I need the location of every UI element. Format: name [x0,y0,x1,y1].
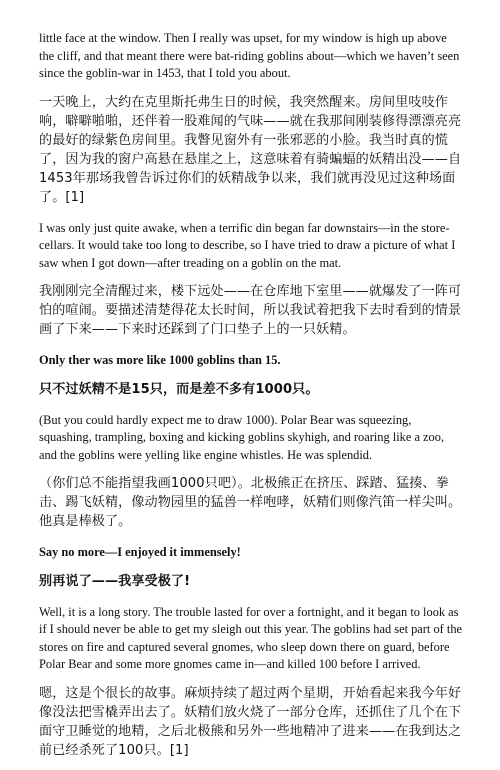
paragraph-en-6: Well, it is a long story. The trouble lasted for over a fortnight, and it began to look as if I should never be able to get my sleigh out this year. The goblins had set part of the stores on fire and captured several gnomes, who sleep down there on guard, before Polar Bear and some more gnomes came in—and killed 100 before I arrived. [39,604,463,671]
paragraph-en-5: Say no more—I enjoyed it immensely! [39,545,241,559]
paragraph-zh-6: 嗯，这是个很长的故事。麻烦持续了超过两个星期，开始看起来我今年好像没法把雪橇弄出去了。妖精们放火烧了一部分仓库，还抓住了几个在下面守卫睡觉的地精，之后北极熊和另外一些地精冲了进来——在我到达之前已经杀死了100只。[1] [39,685,462,758]
paragraph-zh-1: 一天晚上，大约在克里斯托弗生日的时候，我突然醒来。房间里吱吱作响，噼噼啪啪，还伴着一股难闻的气味——就在我那间刚装修得漂漂亮亮的最好的绿紫色房间里。我瞥见窗外有一张邪恶的小脸。我当时真的慌了，因为我的窗户高悬在悬崖之上，这意味着有骑蝙蝠的妖精出没——自1453年那场我曾告诉过你们的妖精战争以来，我们就再没见过这种场面了。[1] [39,94,462,205]
paragraph-en-2: I was only just quite awake, when a terrific din began far downstairs—in the store-cellars. It would take too long to describe, so I have tried to draw a picture of what I saw when I got down—after treading on a goblin on the mat. [39,220,456,270]
paragraph-zh-4: （你们总不能指望我画1000只吧）。北极熊正在挤压、踩踏、猛揍、拳击、踢飞妖精，像动物园里的猛兽一样咆哮，妖精们则像汽笛一样尖叫。他真是棒极了。 [39,476,462,529]
paragraph-zh-5: 别再说了——我享受极了! [39,573,191,589]
paragraph-zh-3: 只不过妖精不是15只，而是差不多有1000只。 [39,381,319,397]
paragraph-en-4: (But you could hardly expect me to draw 1000). Polar Bear was squeezing, squashing, trampling, boxing and kicking goblins skyhigh, and roaring like a zoo, and the goblins were yelling like engine whistles. He was splendid. [39,412,445,462]
paragraph-en-3: Only ther was more like 1000 goblins than 15. [39,353,281,367]
paragraph-en-1: little face at the window. Then I really was upset, for my window is high up above the cliff, and that meant there were bat-riding goblins about—which we haven’t seen since the goblin-war in 1453, that I told you about. [39,31,460,80]
document-page [39,30,463,770]
paragraph-zh-2: 我刚刚完全清醒过来，楼下远处——在仓库地下室里——就爆发了一阵可怕的喧闹。要描述清楚得花太长时间，所以我试着把我下去时看到的情景画了下来——下来时还踩到了门口垫子上的一只妖精。 [39,284,462,337]
